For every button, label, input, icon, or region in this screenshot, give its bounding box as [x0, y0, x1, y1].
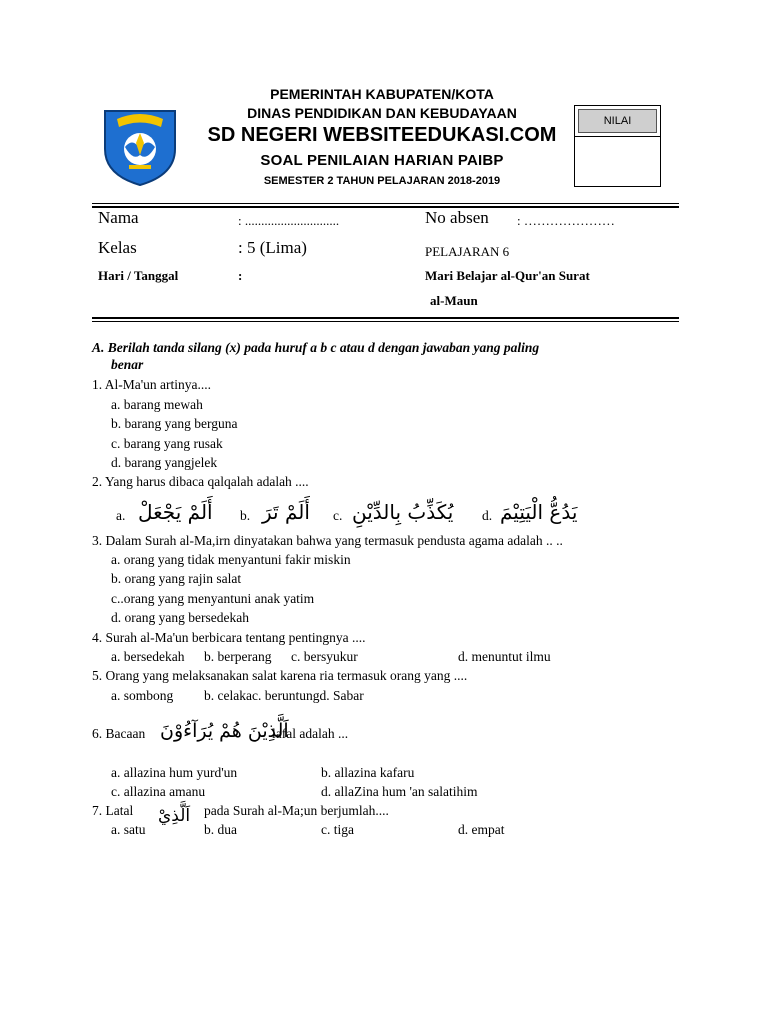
topic-line-1: Mari Belajar al-Qur'an Surat [425, 268, 590, 283]
q7-option-a[interactable]: a. satu [111, 822, 146, 837]
question-7-prefix: 7. Latal [92, 803, 134, 818]
instruction-line-2: benar [111, 357, 144, 372]
q7-option-d[interactable]: d. empat [458, 822, 505, 837]
q2-option-a-label[interactable]: a. [116, 508, 126, 523]
q7-option-b[interactable]: b. dua [204, 822, 237, 837]
question-5: 5. Orang yang melaksanakan salat karena ria termasuk orang yang .... [92, 668, 468, 683]
q1-option-d[interactable]: d. barang yangjelek [111, 455, 218, 470]
divider-bottom-thick [92, 317, 679, 319]
q4-option-a[interactable]: a. bersedekah [111, 649, 185, 664]
q2-option-c-label[interactable]: c. [333, 508, 343, 523]
q2-option-c-arabic[interactable]: يُكَذِّبُ بِالدِّيْنِ [352, 500, 454, 524]
score-box[interactable] [574, 105, 661, 187]
pelajaran-label: PELAJARAN 6 [425, 244, 510, 259]
question-6-prefix: 6. Bacaan [92, 726, 146, 741]
question-7-arabic: اَلَّذِيْ [158, 806, 191, 826]
header-semester: SEMESTER 2 TAHUN PELAJARAN 2018-2019 [263, 175, 501, 187]
question-1: 1. Al-Ma'un artinya.... [92, 377, 212, 392]
question-4: 4. Surah al-Ma'un berbicara tentang pentingnya .... [92, 630, 366, 645]
q7-option-c[interactable]: c. tiga [321, 822, 354, 837]
q1-option-a[interactable]: a. barang mewah [111, 397, 203, 412]
q4-option-b[interactable]: b. berperang [204, 649, 272, 664]
question-2: 2. Yang harus dibaca qalqalah adalah .... [92, 474, 309, 489]
divider-top-thick [92, 206, 679, 208]
question-6-arabic: اَلَّذِيْنَ هُمْ يُرَآءُوْنَ [160, 720, 289, 742]
q6-option-a[interactable]: a. allazina hum yurd'un [111, 765, 238, 780]
q2-option-d-arabic[interactable]: يَدُعُّ الْيَتِيْمَ [500, 500, 578, 524]
hari-field[interactable]: : [238, 268, 243, 283]
q2-option-b-arabic[interactable]: أَلَمْ تَرَ [262, 500, 310, 524]
divider-bottom [92, 321, 679, 322]
question-7-suffix: pada Surah al-Ma;un berjumlah.... [204, 803, 389, 818]
noabsen-field[interactable]: : ………………… [517, 213, 615, 228]
question-6-suffix: lafal adalah ... [272, 726, 349, 741]
q5-option-b[interactable]: b. celakac. beruntungd. Sabar [204, 688, 364, 703]
q3-option-c[interactable]: c..orang yang menyantuni anak yatim [111, 591, 315, 606]
nama-label: Nama [98, 208, 139, 227]
hari-label: Hari / Tanggal [98, 268, 179, 283]
q1-option-c[interactable]: c. barang yang rusak [111, 436, 223, 451]
q1-option-b[interactable]: b. barang yang berguna [111, 416, 238, 431]
q5-option-a[interactable]: a. sombong [111, 688, 174, 703]
noabsen-label: No absen [425, 208, 489, 227]
kelas-label: Kelas [98, 238, 137, 257]
topic-line-2: al-Maun [430, 293, 478, 308]
instruction-line-1: A. Berilah tanda silang (x) pada huruf a b c atau d dengan jawaban yang paling [92, 340, 540, 355]
header-department: DINAS PENDIDIKAN DAN KEBUDAYAAN [247, 105, 517, 121]
kelas-value: : 5 (Lima) [238, 238, 307, 257]
question-3: 3. Dalam Surah al-Ma,irn dinyatakan bahwa yang termasuk pendusta agama adalah .. .. [92, 533, 563, 548]
nama-field[interactable]: : ............................. [238, 213, 340, 228]
q4-option-c[interactable]: c. bersyukur [291, 649, 358, 664]
q6-option-c[interactable]: c. allazina amanu [111, 784, 206, 799]
q2-option-b-label[interactable]: b. [240, 508, 251, 523]
q4-option-d[interactable]: d. menuntut ilmu [458, 649, 551, 664]
score-divider [575, 136, 660, 137]
q3-option-a[interactable]: a. orang yang tidak menyantuni fakir miskin [111, 552, 351, 567]
q2-option-a-arabic[interactable]: أَلَمْ يَجْعَلْ [138, 500, 213, 524]
header-exam-title: SOAL PENILAIAN HARIAN PAIBP [260, 152, 504, 169]
q3-option-b[interactable]: b. orang yang rajin salat [111, 571, 242, 586]
header-government: PEMERINTAH KABUPATEN/KOTA [270, 86, 494, 102]
divider-top [92, 203, 679, 204]
q6-option-b[interactable]: b. allazina kafaru [321, 765, 415, 780]
score-label: NILAI [578, 109, 657, 133]
q3-option-d[interactable]: d. orang yang bersedekah [111, 610, 249, 625]
q2-option-d-label[interactable]: d. [482, 508, 493, 523]
header-school-name: SD NEGERI WEBSITEEDUKASI.COM [207, 124, 557, 146]
q6-option-d[interactable]: d. allaZina hum 'an salatihim [321, 784, 478, 799]
